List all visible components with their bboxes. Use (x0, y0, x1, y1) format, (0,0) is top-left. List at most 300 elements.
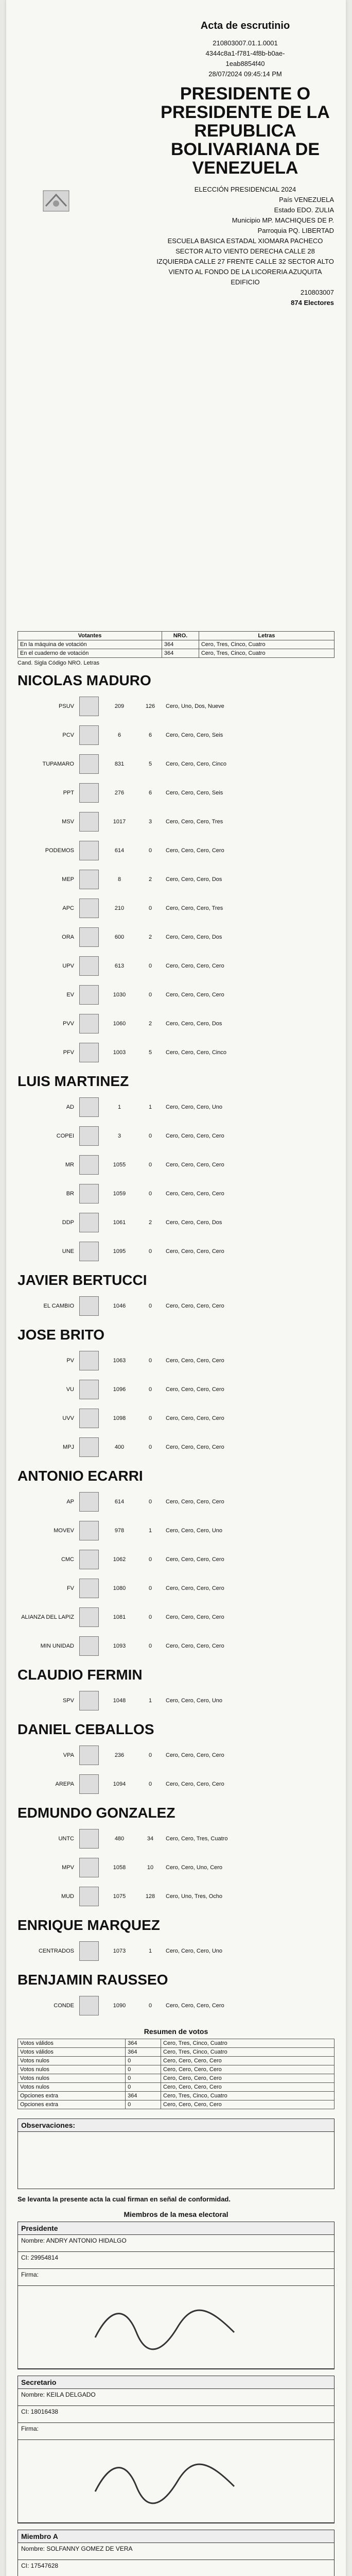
vote-count: 0 (148, 1643, 152, 1649)
party-code: 400 (114, 1444, 125, 1450)
party-logo-icon (79, 956, 99, 976)
party-org: AD (66, 1104, 74, 1110)
party-code: 1063 (113, 1358, 126, 1364)
center: ESCUELA BASICA ESTADAL XIOMARA PACHECO (167, 237, 323, 245)
party-logo-icon (79, 1829, 99, 1849)
vote-row (17, 923, 335, 952)
party-code: 614 (114, 848, 125, 854)
vote-words: Cero, Cero, Cero, Dos (166, 1219, 222, 1226)
vote-words: Cero, Cero, Cero, Cero (166, 992, 224, 998)
datetime: 28/07/2024 09:45:14 PM (208, 70, 282, 78)
party-org: VU (66, 1386, 74, 1393)
party-org: MOVEV (54, 1528, 74, 1534)
totals-row (18, 2065, 335, 2074)
party-org: MUD (61, 1893, 74, 1900)
acta-paper (6, 0, 346, 2576)
party-code: 1093 (113, 1643, 126, 1649)
row2-words: Cero, Tres, Cinco, Cuatro (199, 649, 334, 658)
vote-words: Cero, Cero, Cero, Cero (166, 1303, 224, 1309)
party-code: 1073 (113, 1948, 126, 1954)
vote-row (17, 836, 335, 865)
vote-words: Cero, Cero, Cero, Cero (166, 963, 224, 969)
party-org: MPJ (63, 1444, 74, 1450)
vote-count: 5 (148, 761, 152, 767)
party-org: UNTC (58, 1836, 74, 1842)
vote-count: 6 (148, 790, 152, 796)
party-code: 8 (117, 876, 121, 883)
col-votantes: Votantes (18, 632, 162, 640)
row2-label: En el cuaderno de votación (18, 649, 162, 658)
party-logo-icon (79, 1774, 99, 1794)
party-logo-icon (79, 754, 99, 774)
vote-count: 0 (148, 1162, 152, 1168)
party-logo-icon (79, 1014, 99, 1033)
vote-count: 0 (148, 848, 152, 854)
country: País VENEZUELA (279, 196, 334, 204)
party-logo-icon (79, 1184, 99, 1204)
party-code: 600 (114, 934, 125, 940)
col-letras: Letras (199, 632, 334, 640)
vote-words: Cero, Cero, Cero, Cinco (166, 1049, 226, 1056)
party-org: EV (66, 992, 74, 998)
party-org: MSV (62, 819, 74, 825)
address: SECTOR ALTO VIENTO DERECHA CALLE 28 IZQUIERDA CALLE 27 FRENTE CALLE 32 SECTOR ALTO VIENTO AL FONDO DE LA LICORERIA AZUQUITA EDIFICIO (156, 247, 334, 286)
totals-row (18, 2074, 335, 2083)
totals-row (18, 2083, 335, 2092)
member-firma: Firma: (18, 2269, 334, 2286)
party-logo-icon (79, 1636, 99, 1656)
party-code: 613 (114, 963, 125, 969)
party-logo-icon (79, 841, 99, 860)
party-code: 1061 (113, 1219, 126, 1226)
vote-count: 0 (148, 1358, 152, 1364)
vote-words: Cero, Cero, Tres, Cuatro (166, 1836, 228, 1842)
vote-words: Cero, Cero, Cero, Dos (166, 934, 222, 940)
vote-count: 10 (147, 1865, 154, 1871)
vote-row (17, 1741, 335, 1770)
party-logo-icon (79, 783, 99, 803)
vote-words: Cero, Cero, Cero, Cero (166, 1191, 224, 1197)
party-org: FV (66, 1585, 74, 1591)
vote-count: 5 (148, 1049, 152, 1056)
center-code: 210803007 (300, 289, 334, 296)
party-logo-icon (79, 1996, 99, 2015)
vote-count: 0 (148, 2003, 152, 2009)
party-code: 978 (114, 1528, 125, 1534)
col-nro: NRO. (162, 632, 199, 640)
vote-words: Cero, Cero, Cero, Uno (166, 1698, 223, 1704)
vote-words: Cero, Cero, Cero, Cero (166, 1614, 224, 1620)
party-logo-icon (79, 812, 99, 832)
vote-count: 0 (148, 1499, 152, 1505)
vote-words: Cero, Cero, Cero, Cero (166, 1444, 224, 1450)
totals-words: Cero, Cero, Cero, Cero (161, 2074, 335, 2083)
vote-count: 0 (148, 1614, 152, 1620)
vote-words: Cero, Cero, Cero, Cero (166, 1781, 224, 1787)
totals-label: Votos válidos (18, 2048, 126, 2057)
row1-label: En la máquina de votación (18, 640, 162, 649)
table-columns: Cand. Sigla Código NRO. Letras (17, 660, 99, 666)
party-logo-icon (79, 899, 99, 918)
totals-label: Votos nulos (18, 2065, 126, 2074)
party-code: 1090 (113, 2003, 126, 2009)
vote-row (17, 1009, 335, 1038)
vote-count: 0 (148, 1781, 152, 1787)
summary-table (17, 631, 335, 658)
vote-count: 2 (148, 876, 152, 883)
totals-row (18, 2048, 335, 2057)
header (156, 21, 334, 308)
party-org: PSUV (59, 703, 74, 709)
vote-count: 1 (148, 1528, 152, 1534)
row1-value: 364 (162, 640, 199, 649)
party-code: 1060 (113, 1021, 126, 1027)
vote-count: 34 (147, 1836, 154, 1842)
member-box (17, 2530, 335, 2576)
vote-words: Cero, Cero, Cero, Cero (166, 1415, 224, 1421)
totals-words: Cero, Tres, Cinco, Cuatro (161, 2048, 335, 2057)
party-org: ORA (62, 934, 74, 940)
vote-words: Cero, Cero, Cero, Cero (166, 1386, 224, 1393)
party-org: PCV (62, 732, 74, 738)
vote-words: Cero, Cero, Cero, Cinco (166, 761, 226, 767)
totals-label: Votos válidos (18, 2039, 126, 2048)
party-org: AREPA (55, 1781, 74, 1787)
party-org: VPA (63, 1752, 74, 1758)
party-org: PFV (63, 1049, 74, 1056)
vote-words: Cero, Cero, Cero, Cero (166, 1499, 224, 1505)
candidate-name: DANIEL CEBALLOS (17, 1721, 154, 1737)
party-org: ALIANZA DEL LAPIZ (21, 1614, 74, 1620)
totals-words: Cero, Cero, Cero, Cero (161, 2065, 335, 2074)
party-logo-icon (79, 1579, 99, 1598)
party-logo-icon (79, 1043, 99, 1062)
observaciones-label: Observaciones: (18, 2119, 334, 2132)
member-firma: Firma: (18, 2423, 334, 2440)
totals-words: Cero, Tres, Cinco, Cuatro (161, 2039, 335, 2048)
signature-icon (90, 2296, 244, 2358)
vote-row (17, 1632, 335, 1660)
vote-words: Cero, Cero, Cero, Uno (166, 1104, 223, 1110)
party-code: 614 (114, 1499, 125, 1505)
party-org: CENTRADOS (38, 1948, 74, 1954)
vote-row (17, 1292, 335, 1320)
vote-row (17, 1516, 335, 1545)
party-code: 276 (114, 790, 125, 796)
vote-count: 0 (148, 1444, 152, 1450)
party-code: 1075 (113, 1893, 126, 1900)
member-name: Nombre: KEILA DELGADO (18, 2389, 334, 2406)
party-code: 1062 (113, 1556, 126, 1563)
conformity: Se levanta la presente acta la cual firman en señal de conformidad. (17, 2195, 231, 2203)
party-org: APC (62, 905, 74, 911)
vote-count: 0 (148, 1556, 152, 1563)
parish: Parroquia PQ. LIBERTAD (257, 227, 334, 234)
party-logo-icon (79, 1887, 99, 1906)
totals-label: Votos nulos (18, 2083, 126, 2092)
totals-label: Opciones extra (18, 2100, 126, 2109)
vote-row (17, 1991, 335, 2020)
vote-words: Cero, Cero, Cero, Uno (166, 1528, 223, 1534)
vote-row (17, 1853, 335, 1882)
party-org: EL CAMBIO (43, 1303, 74, 1309)
vote-words: Cero, Cero, Cero, Seis (166, 732, 223, 738)
vote-row (17, 692, 335, 721)
party-org: CONDE (54, 2003, 74, 2009)
vote-count: 1 (148, 1104, 152, 1110)
party-logo-icon (79, 1097, 99, 1117)
vote-row (17, 1093, 335, 1122)
party-org: TUPAMARO (42, 761, 74, 767)
totals-value: 364 (126, 2048, 161, 2057)
vote-words: Cero, Uno, Dos, Nueve (166, 703, 224, 709)
totals-row (18, 2057, 335, 2065)
signature-icon (90, 2450, 244, 2512)
vote-count: 0 (148, 905, 152, 911)
candidates-container (17, 672, 335, 2020)
vote-row (17, 1404, 335, 1433)
totals-words: Cero, Tres, Cinco, Cuatro (161, 2092, 335, 2100)
totals-row (18, 2039, 335, 2048)
member-name: Nombre: SOLFANNY GOMEZ DE VERA (18, 2543, 334, 2560)
vote-words: Cero, Cero, Cero, Dos (166, 1021, 222, 1027)
vote-row (17, 1937, 335, 1965)
party-logo-icon (79, 1745, 99, 1765)
vote-row (17, 1545, 335, 1574)
vote-row (17, 1237, 335, 1266)
totals-value: 0 (126, 2100, 161, 2109)
vote-count: 0 (148, 1386, 152, 1393)
party-logo-icon (79, 1492, 99, 1512)
party-code: 1017 (113, 819, 126, 825)
party-logo-icon (79, 1691, 99, 1710)
totals-words: Cero, Cero, Cero, Cero (161, 2057, 335, 2065)
party-code: 6 (117, 732, 121, 738)
acta-id: 210803007.01.1.0001 (213, 39, 278, 47)
totals-value: 0 (126, 2083, 161, 2092)
party-code: 1096 (113, 1386, 126, 1393)
vote-count: 0 (148, 1415, 152, 1421)
vote-words: Cero, Cero, Cero, Cero (166, 1358, 224, 1364)
party-logo-icon (79, 1550, 99, 1569)
vote-count: 1 (148, 1698, 152, 1704)
members-list (17, 2222, 335, 2576)
vote-words: Cero, Cero, Cero, Cero (166, 1248, 224, 1255)
party-code: 1098 (113, 1415, 126, 1421)
vote-row (17, 894, 335, 923)
totals-table (17, 2039, 335, 2109)
vote-words: Cero, Cero, Cero, Cero (166, 1133, 224, 1139)
member-role: Secretario (18, 2376, 334, 2389)
uuid-line-1: 4344c8a1-f781-4f8b-b0ae- (205, 49, 285, 57)
party-code: 1055 (113, 1162, 126, 1168)
party-logo-icon (79, 1607, 99, 1627)
party-logo-icon (79, 1521, 99, 1540)
party-code: 1003 (113, 1049, 126, 1056)
party-logo-icon (79, 985, 99, 1005)
vote-row (17, 807, 335, 836)
vote-count: 2 (148, 1021, 152, 1027)
party-code: 1 (117, 1104, 121, 1110)
party-logo-icon (79, 697, 99, 716)
vote-words: Cero, Cero, Cero, Dos (166, 876, 222, 883)
party-logo-icon (79, 1437, 99, 1457)
vote-row (17, 1574, 335, 1603)
party-code: 236 (114, 1752, 125, 1758)
party-org: MEP (62, 876, 74, 883)
vote-words: Cero, Cero, Uno, Cero (166, 1865, 223, 1871)
vote-count: 0 (148, 1133, 152, 1139)
party-logo-icon (79, 1941, 99, 1961)
observaciones-box (17, 2119, 335, 2189)
member-name: Nombre: ANDRY ANTONIO HIDALGO (18, 2235, 334, 2252)
vote-words: Cero, Cero, Cero, Cero (166, 1162, 224, 1168)
vote-count: 2 (148, 934, 152, 940)
vote-row (17, 1346, 335, 1375)
totals-label: Opciones extra (18, 2092, 126, 2100)
vote-row (17, 1375, 335, 1404)
vote-row (17, 1433, 335, 1462)
municipality: Municipio MP. MACHIQUES DE P. (232, 216, 334, 224)
vote-row (17, 980, 335, 1009)
party-org: PV (66, 1358, 74, 1364)
party-code: 480 (114, 1836, 125, 1842)
party-org: PVV (62, 1021, 74, 1027)
vote-row (17, 721, 335, 750)
vote-count: 1 (148, 1948, 152, 1954)
vote-row (17, 1824, 335, 1853)
observaciones-area (18, 2132, 334, 2189)
signature-area (18, 2440, 334, 2523)
vote-words: Cero, Cero, Cero, Cero (166, 1643, 224, 1649)
party-code: 1094 (113, 1781, 126, 1787)
party-logo-icon (79, 1155, 99, 1175)
vote-row (17, 1882, 335, 1911)
vote-count: 0 (148, 963, 152, 969)
vote-row (17, 1487, 335, 1516)
vote-row (17, 1150, 335, 1179)
vote-words: Cero, Cero, Cero, Cero (166, 1585, 224, 1591)
party-code: 210 (114, 905, 125, 911)
acta-title: Acta de escrutinio (200, 20, 290, 31)
party-org: MIN UNIDAD (40, 1643, 74, 1649)
party-org: AP (66, 1499, 74, 1505)
party-org: MPV (62, 1865, 74, 1871)
party-org: SPV (62, 1698, 74, 1704)
vote-words: Cero, Cero, Cero, Seis (166, 790, 223, 796)
party-code: 1046 (113, 1303, 126, 1309)
totals-value: 0 (126, 2057, 161, 2065)
totals-value: 364 (126, 2092, 161, 2100)
candidate-name: LUIS MARTINEZ (17, 1073, 129, 1089)
vote-count: 0 (148, 1585, 152, 1591)
totals-value: 364 (126, 2039, 161, 2048)
vote-words: Cero, Cero, Cero, Cero (166, 1752, 224, 1758)
party-code: 1059 (113, 1191, 126, 1197)
cne-logo (38, 185, 74, 222)
party-code: 3 (117, 1133, 121, 1139)
party-org: UPV (62, 963, 74, 969)
totals-value: 0 (126, 2074, 161, 2083)
vote-words: Cero, Cero, Cero, Cero (166, 2003, 224, 2009)
vote-count: 128 (145, 1893, 155, 1900)
vote-row (17, 1603, 335, 1632)
totals-row (18, 2092, 335, 2100)
party-logo-icon (79, 1296, 99, 1316)
vote-count: 3 (148, 819, 152, 825)
party-org: CMC (61, 1556, 74, 1563)
vote-count: 0 (148, 1303, 152, 1309)
party-code: 1095 (113, 1248, 126, 1255)
row1-words: Cero, Tres, Cinco, Cuatro (199, 640, 334, 649)
vote-row (17, 952, 335, 980)
party-code: 1058 (113, 1865, 126, 1871)
vote-count: 2 (148, 1219, 152, 1226)
member-box (17, 2222, 335, 2369)
member-ci: CI: 18016438 (18, 2406, 334, 2423)
party-logo-icon (79, 1409, 99, 1428)
vote-row (17, 1208, 335, 1237)
party-code: 831 (114, 761, 125, 767)
vote-row (17, 1686, 335, 1715)
row2-value: 364 (162, 649, 199, 658)
vote-words: Cero, Cero, Cero, Cero (166, 1556, 224, 1563)
member-role: Presidente (18, 2222, 334, 2235)
state: Estado EDO. ZULIA (274, 206, 334, 214)
party-logo-icon (79, 1380, 99, 1399)
vote-count: 126 (145, 703, 155, 709)
vote-count: 0 (148, 1191, 152, 1197)
candidate-name: CLAUDIO FERMIN (17, 1667, 143, 1683)
party-logo-icon (79, 725, 99, 745)
member-box (17, 2376, 335, 2523)
vote-count: 0 (148, 1752, 152, 1758)
vote-row (17, 865, 335, 894)
party-logo-icon (79, 1351, 99, 1370)
vote-words: Cero, Uno, Tres, Ocho (166, 1893, 223, 1900)
totals-words: Cero, Cero, Cero, Cero (161, 2100, 335, 2109)
party-org: PPT (63, 790, 74, 796)
candidate-name: JAVIER BERTUCCI (17, 1272, 147, 1288)
party-logo-icon (79, 1858, 99, 1877)
vote-words: Cero, Cero, Cero, Tres (166, 905, 223, 911)
party-logo-icon (79, 1126, 99, 1146)
summary-block (17, 631, 335, 2576)
candidate-name: EDMUNDO GONZALEZ (17, 1805, 175, 1821)
uuid-line-2: 1eab8854f40 (225, 60, 265, 67)
party-org: BR (66, 1191, 74, 1197)
party-org: COPEI (56, 1133, 74, 1139)
vote-row (17, 1770, 335, 1799)
member-ci: CI: 17547628 (18, 2560, 334, 2576)
party-code: 1030 (113, 992, 126, 998)
election: ELECCIÓN PRESIDENCIAL 2024 (194, 185, 296, 193)
totals-title: Resumen de votos (144, 2027, 208, 2036)
party-code: 1080 (113, 1585, 126, 1591)
vote-words: Cero, Cero, Cero, Uno (166, 1948, 223, 1954)
member-ci: CI: 29954814 (18, 2252, 334, 2269)
party-logo-icon (79, 927, 99, 947)
party-code: 1048 (113, 1698, 126, 1704)
party-code: 209 (114, 703, 125, 709)
vote-words: Cero, Cero, Cero, Cero (166, 848, 224, 854)
candidate-name: NICOLAS MADURO (17, 672, 151, 688)
candidate-name: BENJAMIN RAUSSEO (17, 1972, 168, 1988)
party-org: PODEMOS (45, 848, 74, 854)
totals-label: Votos nulos (18, 2057, 126, 2065)
totals-words: Cero, Cero, Cero, Cero (161, 2083, 335, 2092)
candidate-name: JOSE BRITO (17, 1327, 105, 1343)
